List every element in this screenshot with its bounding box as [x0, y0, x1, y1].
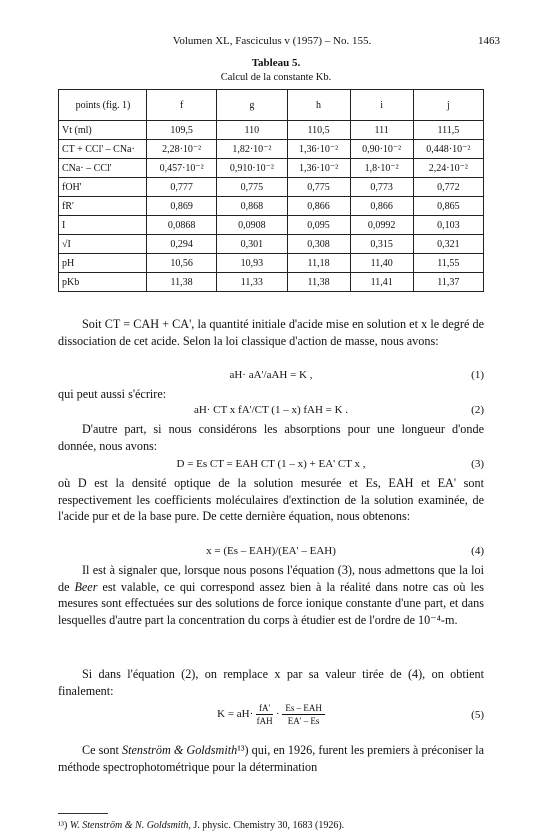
table-cell: 0,775 [217, 178, 287, 197]
row-label: fOH' [59, 178, 147, 197]
history-text-b: ¹³) qui, en 1926, furent les premiers à préconiser la méthode spectrophotométrique pour la détermination [58, 743, 485, 774]
table-cell: 2,28·10⁻² [147, 140, 217, 159]
table-cell: 0,868 [217, 197, 287, 216]
paragraph-beer-law [58, 562, 484, 628]
table-cell: 110,5 [287, 121, 350, 140]
table-cell: 0,772 [413, 178, 483, 197]
table-row [59, 254, 484, 273]
paragraph-substitution: Si dans l'équation (2), on remplace x par sa valeur tirée de (4), on obtient finalement: [58, 667, 484, 698]
fraction-1-numerator: fA' [256, 702, 273, 715]
equation-5-lhs: K = aH· [217, 708, 257, 721]
beer-name: Beer [74, 579, 98, 594]
footnote-rule [58, 813, 108, 814]
table-cell: 0,0992 [350, 216, 413, 235]
table-cell: 0,0908 [217, 216, 287, 235]
table-cell: 0,294 [147, 235, 217, 254]
table-cell: 0,457·10⁻² [147, 159, 217, 178]
equation-2-number: (2) [471, 404, 484, 416]
table-header-h: h [287, 90, 350, 121]
row-label: I [59, 216, 147, 235]
table-header-i: i [350, 90, 413, 121]
table-title: Tableau 5. [251, 57, 301, 69]
table-cell: 111 [350, 121, 413, 140]
table-cell: 11,55 [413, 254, 483, 273]
page-number: 1463 [478, 35, 500, 47]
table-cell: 0,773 [350, 178, 413, 197]
table-row [59, 121, 484, 140]
table-cell: 0,866 [287, 197, 350, 216]
row-label: fR' [59, 197, 147, 216]
table-cell: 0,910·10⁻² [217, 159, 287, 178]
table-cell: 11,18 [287, 254, 350, 273]
table-header-f: f [147, 90, 217, 121]
table-header-row [59, 90, 484, 121]
table-cell: 1,36·10⁻² [287, 159, 350, 178]
equation-5-fraction-2 [282, 702, 325, 727]
table-cell: 111,5 [413, 121, 483, 140]
equation-3: D = Es CT = EAH CT (1 – x) + EA' CT x , [176, 458, 366, 470]
table-cell: 1,36·10⁻² [287, 140, 350, 159]
equation-1: aH· aA'/aAH = K , [229, 369, 313, 381]
table-cell: 0,315 [350, 235, 413, 254]
row-label: √I [59, 235, 147, 254]
table-cell: 0,90·10⁻² [350, 140, 413, 159]
fraction-1-denominator: fAH [256, 716, 273, 726]
equation-4: x = (Es – EAH)/(EA' – EAH) [206, 545, 336, 557]
table-cell: 11,37 [413, 273, 483, 292]
table-cell: 0,301 [217, 235, 287, 254]
row-label: pKb [59, 273, 147, 292]
equation-2: aH· CT x fA'/CT (1 – x) fAH = K . [193, 404, 349, 416]
table-cell: 0,866 [350, 197, 413, 216]
equation-3-number: (3) [471, 458, 484, 470]
table-row [59, 140, 484, 159]
footnote-reference: J. physic. Chemistry 30, 1683 (1926). [190, 820, 345, 831]
paragraph-history [58, 742, 484, 775]
table-cell: 10,93 [217, 254, 287, 273]
table-cell: 110 [217, 121, 287, 140]
table-cell: 0,321 [413, 235, 483, 254]
paragraph-rewrite: qui peut aussi s'écrire: [58, 387, 167, 401]
table-cell: 1,82·10⁻² [217, 140, 287, 159]
running-title: Volumen XL, Fasciculus v (1957) – No. 155. [172, 35, 372, 47]
paragraph-definitions: Soit CT = CAH + CA', la quantité initiale d'acide mise en solution et x le degré de dissociation de cet acide. Selon la loi classique d'action de masse, nous avons: [58, 317, 484, 348]
equation-5-fraction-1 [256, 702, 273, 727]
table-cell: 0,448·10⁻² [413, 140, 483, 159]
table-row [59, 216, 484, 235]
row-label: pH [59, 254, 147, 273]
table-cell: 11,38 [147, 273, 217, 292]
row-label: Vt (ml) [59, 121, 147, 140]
beer-text-b: est valable, ce qui correspond assez bien à la réalité dans notre cas où les mesures sont effectuées sur des solutions de force ionique constante d'une part, et dans lesquelles d'autre part la concentration du corps à étudier est de l'ordre de 10⁻⁴-m. [58, 579, 484, 627]
beer-text-a: Il est à signaler que, lorsque nous posons l'équation (3), nous admettons que la loi de [58, 563, 484, 594]
footnote [58, 820, 484, 831]
table-cell: 0,0868 [147, 216, 217, 235]
data-table [58, 89, 484, 292]
table-cell: 0,775 [287, 178, 350, 197]
table-cell: 2,24·10⁻² [413, 159, 483, 178]
table-caption: Calcul de la constante Kb. [220, 72, 332, 83]
row-label: CT + CCl' – CNa· [59, 140, 147, 159]
table-cell: 1,8·10⁻² [350, 159, 413, 178]
table-cell: 0,865 [413, 197, 483, 216]
table-cell: 0,777 [147, 178, 217, 197]
table-cell: 0,869 [147, 197, 217, 216]
table-cell: 0,308 [287, 235, 350, 254]
table-header-j: j [413, 90, 483, 121]
table-cell: 11,38 [287, 273, 350, 292]
table-row [59, 273, 484, 292]
footnote-mark: ¹³) [58, 820, 68, 831]
table-cell: 0,103 [413, 216, 483, 235]
paragraph-optical-density: où D est la densité optique de la solution mesurée et Es, EAH et EA' sont respectivement les coefficients moléculaires d'extinction de la solution examinée, de l'acide pur et de la base pure. De cette dernière équation, nous obtenons: [58, 476, 484, 523]
table-cell: 109,5 [147, 121, 217, 140]
equation-5-number: (5) [471, 709, 484, 721]
row-label: CNa· – CCl' [59, 159, 147, 178]
table-cell: 11,40 [350, 254, 413, 273]
table-cell: 0,095 [287, 216, 350, 235]
paragraph-absorption: D'autre part, si nous considérons les absorptions pour une longueur d'onde donnée, nous avons: [58, 422, 484, 453]
footnote-authors: W. Stenström & N. Goldsmith, [69, 820, 191, 831]
equation-1-number: (1) [471, 369, 484, 381]
equation-5: K = aH· $\frac{fA'}{\text{fAH}}$ · $\frac{\text{Es – EAH}}{EA' - Es}$ [58, 702, 484, 727]
table-row [59, 197, 484, 216]
history-text-a: Ce sont [82, 743, 123, 757]
history-authors: Stenström & Goldsmith [122, 743, 238, 757]
table-cell: 10,56 [147, 254, 217, 273]
table-cell: 11,41 [350, 273, 413, 292]
table-header-g: g [217, 90, 287, 121]
table-cell: 11,33 [217, 273, 287, 292]
fraction-2-denominator: EA' – Es [287, 716, 320, 726]
table-header-points: points (fig. 1) [59, 90, 147, 121]
table-row [59, 159, 484, 178]
equation-4-number: (4) [471, 545, 484, 557]
fraction-2-numerator: Es – EAH [282, 702, 325, 715]
table-row [59, 235, 484, 254]
table-row [59, 178, 484, 197]
